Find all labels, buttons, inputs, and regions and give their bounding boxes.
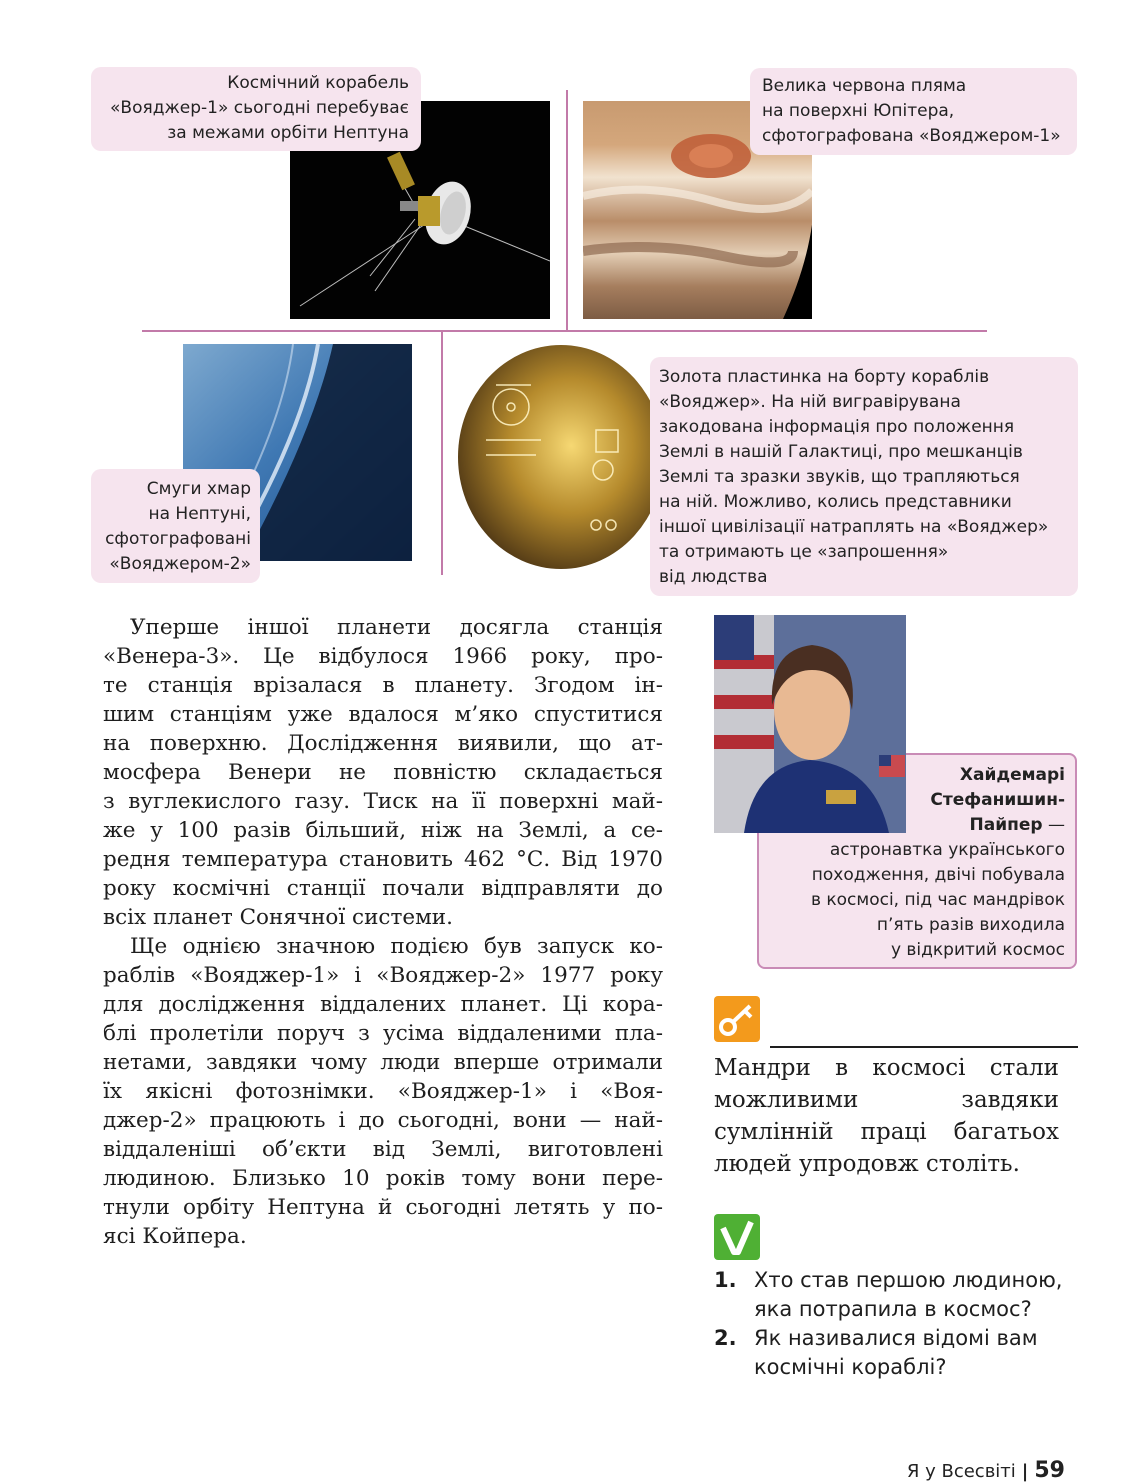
caption-line: та отримають це «запрошення»	[659, 542, 949, 562]
text-line: року космічні станції почали відправляти до	[103, 876, 663, 901]
caption-line: Смуги хмар	[146, 479, 251, 499]
caption-line: «Вояджером-2»	[109, 554, 251, 574]
text-line: те станція врізалася в планету. Згодом ін-	[103, 673, 663, 698]
text-line: ясі Койпера.	[103, 1224, 247, 1249]
caption-line: Землі та зразки звуків, що трапляються	[659, 467, 1020, 487]
text-line: тнули орбіту Нептуна й сьогодні летять у по-	[103, 1195, 663, 1220]
takeaway-line: людей упродовж століть.	[714, 1151, 1020, 1177]
caption-line: Землі в нашій Галактиці, про мешканців	[659, 442, 1023, 462]
key-rule	[770, 1046, 1078, 1048]
divider-vertical-bottom	[441, 330, 443, 575]
question-line: космічні кораблі?	[754, 1355, 947, 1379]
golden-record-image	[456, 345, 656, 575]
question-line: Хто став першою людиною,	[754, 1268, 1063, 1292]
text-line: людиною. Близько 10 років тому вони пере-	[103, 1166, 663, 1191]
caption-line: Велика червона пляма	[762, 76, 967, 96]
text-line: джер-2» працюють і до сьогодні, вони — най-	[103, 1108, 663, 1133]
caption-line: сфотографовані	[105, 529, 251, 549]
caption-line: Золота пластинка на борту кораблів	[659, 367, 990, 387]
text-line: Уперше іншої планети досягла станція	[130, 615, 663, 640]
takeaway-line: можливими завдяки	[714, 1087, 1059, 1113]
astronaut-portrait-image	[714, 615, 906, 833]
key-takeaway	[714, 1052, 1059, 1180]
text-line: «Венера-3». Це відбулося 1966 року, про-	[103, 644, 663, 669]
caption-line: «Вояджер». На ній вигравірувана	[659, 392, 961, 412]
caption-line: на Нептуні,	[148, 504, 251, 524]
text-line: всіх планет Сонячної системи.	[103, 905, 453, 930]
caption-line: Космічний корабель	[227, 73, 409, 93]
question-item	[714, 1324, 1074, 1382]
text-line: раблів «Вояджер-1» і «Вояджер-2» 1977 року	[103, 963, 663, 988]
main-text	[103, 613, 663, 1251]
takeaway-line: сумлінній праці багатьох	[714, 1119, 1059, 1145]
question-item	[714, 1266, 1074, 1324]
caption-line: на ній. Можливо, колись представники	[659, 492, 1012, 512]
section-title: Я у Всесвіті	[906, 1461, 1016, 1482]
caption-line: на поверхні Юпітера,	[762, 101, 955, 121]
astronaut-name: Хайдемарі	[959, 765, 1065, 785]
caption-line: іншої цивілізації натраплять на «Вояджер»	[659, 517, 1049, 537]
caption-line: «Вояджер-1» сьогодні перебуває	[110, 98, 409, 118]
caption-line: астронавтка українського	[829, 840, 1065, 860]
text-line: їх якісні фотознімки. «Вояджер-1» і «Воя-	[103, 1079, 663, 1104]
text-line: блі пролетіли поруч з усіма віддаленими пла-	[103, 1021, 663, 1046]
text-line: же у 100 разів більший, ніж на Землі, а се-	[103, 818, 663, 843]
page-footer	[907, 1458, 1065, 1483]
text-line: шим станціям уже вдалося м’яко спуститися	[103, 702, 663, 727]
text-line: для дослідження віддалених планет. Ці кора-	[103, 992, 663, 1017]
question-line: яка потрапила в космос?	[754, 1297, 1032, 1321]
caption-line: сфотографована «Вояджером-1»	[762, 126, 1061, 146]
text-line: нетами, завдяки чому люди вперше отримали	[103, 1050, 663, 1075]
takeaway-line: Мандри в космосі стали	[714, 1055, 1059, 1081]
checkmark-icon	[714, 1214, 760, 1260]
caption-line: походження, двічі побувала	[811, 865, 1065, 885]
divider-vertical-top	[566, 90, 568, 330]
text-line: мосфера Венери не повністю складається	[103, 760, 663, 785]
question-number: 2.	[714, 1326, 737, 1350]
footer-separator: |	[1021, 1461, 1029, 1482]
caption-line: п’ять разів виходила	[876, 915, 1065, 935]
text-line: редня температура становить 462 °С. Від 1970	[103, 847, 663, 872]
caption-line: за межами орбіти Нептуна	[167, 123, 409, 143]
text-line: віддаленіші об’єкти від Землі, виготовлені	[103, 1137, 663, 1162]
caption-line: від людства	[659, 567, 768, 587]
caption-golden-record	[650, 357, 1078, 596]
caption-line: закодована інформація про положення	[659, 417, 1015, 437]
question-line: Як називалися відомі вам	[754, 1326, 1038, 1350]
page-number: 59	[1034, 1458, 1065, 1483]
caption-neptune	[91, 469, 260, 583]
caption-line: в космосі, під час мандрівок	[810, 890, 1065, 910]
name-dash: —	[1042, 815, 1065, 835]
caption-line: у відкритий космос	[890, 940, 1065, 960]
caption-voyager	[91, 67, 421, 151]
key-icon	[714, 996, 760, 1042]
review-questions	[714, 1266, 1074, 1382]
astronaut-name: Стефанишин-	[930, 790, 1065, 810]
text-line: з вуглекислого газу. Тиск на її поверхні май-	[103, 789, 663, 814]
text-line: на поверхню. Дослідження виявили, що ат-	[103, 731, 663, 756]
astronaut-name: Пайпер	[969, 815, 1043, 835]
divider-horizontal	[142, 330, 987, 332]
question-number: 1.	[714, 1268, 737, 1292]
text-line: Ще однією значною подією був запуск ко-	[130, 934, 663, 959]
caption-jupiter	[750, 68, 1077, 155]
